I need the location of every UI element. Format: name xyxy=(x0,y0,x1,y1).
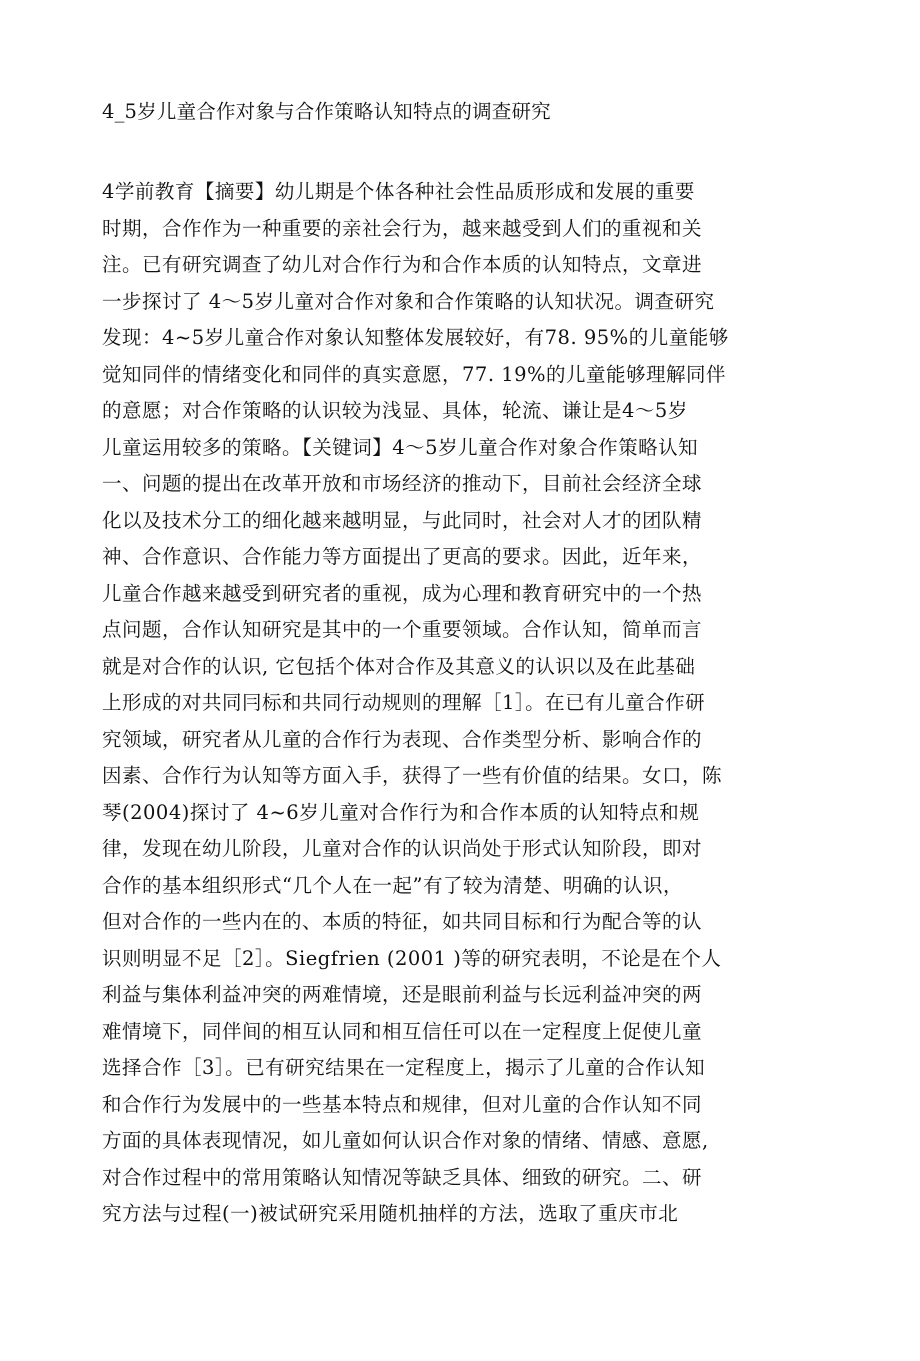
body-text-line: 4学前教育【摘要】幼儿期是个体各种社会性品质形成和发展的重要 xyxy=(102,180,695,203)
document-body xyxy=(102,174,822,1233)
body-text-line: 律，发现在幼儿阶段，儿童对合作的认识尚处于形式认知阶段，即对 xyxy=(102,837,703,860)
body-text-line: 儿童合作越来越受到研究者的重视，成为心理和教育研究中的一个热 xyxy=(102,581,703,605)
body-text-line: 识则明显不足［2］。Siegfrien (2001 )等的研究表明，不论是在个人 xyxy=(102,946,722,970)
body-text-line: 究方法与过程(一)被试研究采用随机抽样的方法，选取了重庆市北 xyxy=(102,1202,679,1225)
body-text-line: 合作的基本组织形式“几个人在一起”有了较为清楚、明确的认识， xyxy=(102,873,683,897)
body-text-line: 和合作行为发展中的一些基本特点和规律，但对儿童的合作认知不同 xyxy=(102,1092,703,1116)
body-text-line: 就是对合作的认识, 它包括个体对合作及其意义的认识以及在此基础 xyxy=(102,654,696,678)
body-text-line: 儿童运用较多的策略。【关键词】4～5岁儿童合作对象合作策略认知 xyxy=(102,435,699,459)
body-text-line: 一步探讨了 4～5岁儿童对合作对象和合作策略的认知状况。调查研究 xyxy=(102,289,715,313)
body-text-line: 但对合作的一些内在的、本质的特征，如共同目标和行为配合等的认 xyxy=(102,910,703,933)
body-text-line: 对合作过程中的常用策略认知情况等缺乏具体、细致的研究。二、研 xyxy=(102,1165,703,1189)
body-text-line: 的意愿；对合作策略的认识较为浅显、具体，轮流、谦让是4～5岁 xyxy=(102,399,688,422)
body-text-line: 因素、合作行为认知等方面入手，获得了一些有价值的结果。女口，陈 xyxy=(102,764,723,787)
document-title: 4_5岁儿童合作对象与合作策略认知特点的调查研究 xyxy=(102,100,551,123)
body-text-line: 利益与集体利益冲突的两难情境，还是眼前利益与长远利益冲突的两 xyxy=(102,983,703,1006)
body-text-line: 一、问题的提出在改革开放和市场经济的推动下，目前社会经济全球 xyxy=(102,472,703,495)
body-text-line: 究领域，研究者从儿童的合作行为表现、合作类型分析、影响合作的 xyxy=(102,727,703,751)
body-text-line: 难情境下，同伴间的相互认同和相互信任可以在一定程度上促使儿童 xyxy=(102,1019,703,1043)
body-text-line: 时期，合作作为一种重要的亲社会行为，越来越受到人们的重视和关 xyxy=(102,216,703,240)
body-text-line: 神、合作意识、合作能力等方面提出了更高的要求。因此，近年来， xyxy=(102,545,703,568)
body-text-line: 琴(2004)探讨了 4~6岁儿童对合作行为和合作本质的认知特点和规 xyxy=(102,800,700,824)
body-text-line: 觉知同伴的情绪变化和同伴的真实意愿，77. 19%的儿童能够理解同伴 xyxy=(102,362,727,386)
body-text-line: 方面的具体表现情况，如儿童如何认识合作对象的情绪、情感、意愿, xyxy=(102,1129,709,1152)
body-text-line: 上形成的对共同冃标和共同行动规则的理解［1］。在已有儿童合作研 xyxy=(102,691,706,714)
body-text-line: 化以及技术分工的细化越来越明显，与此同时，社会对人才的团队精 xyxy=(102,508,703,532)
body-text-line: 发现：4~5岁儿童合作对象认知整体发展较好，有78. 95%的儿童能够 xyxy=(102,326,729,349)
body-text-line: 选择合作［3］。已有研究结果在一定程度上，揭示了儿童的合作认知 xyxy=(102,1056,706,1079)
body-text-line: 点问题，合作认知研究是其中的一个重要领域。合作认知，简单而言 xyxy=(102,618,703,641)
body-text-line: 注。已有研究调查了幼儿对合作行为和合作本质的认知特点，文章进 xyxy=(102,253,703,276)
